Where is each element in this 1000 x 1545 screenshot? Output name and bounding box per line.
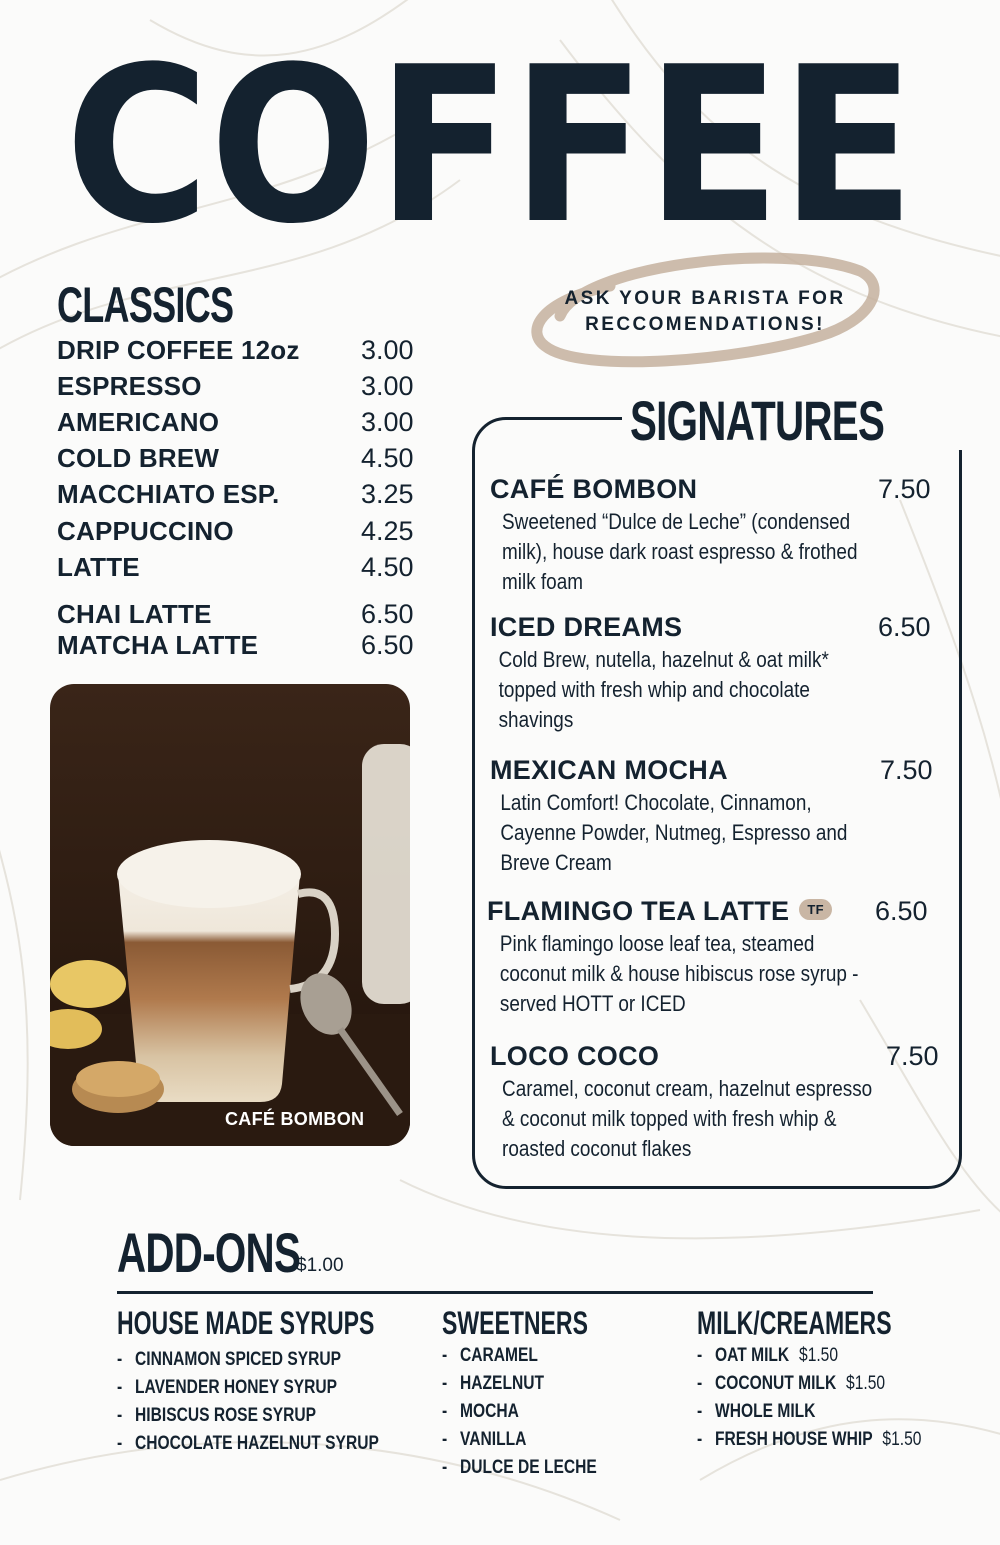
item-price: 3.00 — [361, 406, 414, 437]
list-item-label: MOCHA — [460, 1401, 519, 1422]
item-price: 4.50 — [361, 551, 414, 582]
syrups-column — [117, 1305, 474, 1458]
item-price: 7.50 — [878, 474, 931, 504]
signature-item — [490, 474, 940, 597]
item-name: MEXICAN MOCHA — [490, 755, 728, 785]
menu-item — [57, 549, 417, 585]
list-item-price: $1.50 — [799, 1345, 839, 1366]
milks-column — [697, 1305, 971, 1454]
list-item: - CHOCOLATE HAZELNUT SYRUP — [117, 1433, 379, 1454]
list-item-label: CARAMEL — [460, 1345, 538, 1366]
item-name: AMERICANO — [57, 406, 220, 437]
list-item: - LAVENDER HONEY SYRUP — [117, 1377, 338, 1398]
menu-item — [57, 368, 417, 404]
barista-line-1: ASK YOUR BARISTA FOR — [564, 288, 846, 309]
list-item: - OAT MILK $1.50 — [697, 1345, 839, 1366]
menu-item — [57, 332, 417, 368]
item-name: CAPPUCCINO — [57, 515, 234, 546]
list-item: - FRESH HOUSE WHIP $1.50 — [697, 1429, 922, 1450]
tea-free-badge: TF — [799, 899, 831, 920]
menu-item — [57, 404, 417, 440]
menu-title — [40, 30, 940, 240]
item-price: 6.50 — [361, 599, 414, 630]
list-item-label: LAVENDER HONEY SYRUP — [135, 1377, 338, 1398]
item-description: Caramel, coconut cream, hazelnut espresso & coconut milk topped with fresh whip & roasted coconut flakes — [502, 1076, 873, 1161]
item-price: 4.50 — [361, 443, 414, 474]
item-name: COLD BREW — [57, 443, 220, 474]
signature-item — [487, 896, 937, 1019]
item-price: 6.50 — [875, 896, 928, 926]
item-name: ESPRESSO — [57, 370, 202, 401]
item-description: Sweetened “Dulce de Leche” (condensed milk), house dark roast espresso & frothed milk foam — [502, 509, 858, 594]
item-name: MACCHIATO ESP. — [57, 479, 280, 510]
barista-note — [520, 246, 880, 376]
milks-heading: MILK/CREAMERS — [697, 1305, 892, 1341]
classics-list — [57, 332, 417, 661]
list-item-price: $1.50 — [846, 1373, 886, 1394]
item-price: 6.50 — [361, 630, 414, 661]
barista-text — [520, 286, 890, 338]
list-item-label: OAT MILK — [715, 1345, 790, 1366]
item-price: 7.50 — [886, 1041, 939, 1071]
list-item-label: CINNAMON SPICED SYRUP — [135, 1349, 342, 1370]
signature-item — [490, 612, 940, 735]
list-item: - COCONUT MILK $1.50 — [697, 1373, 886, 1394]
item-description: Cold Brew, nutella, hazelnut & oat milk* topped with fresh whip and chocolate shavings — [498, 647, 829, 732]
list-item-price: $1.50 — [882, 1429, 922, 1450]
signatures-heading: SIGNATURES — [630, 389, 885, 452]
list-item: - VANILLA — [442, 1429, 527, 1450]
list-item-label: COCONUT MILK — [715, 1373, 837, 1394]
list-item: - MOCHA — [442, 1401, 519, 1422]
list-item: - WHOLE MILK — [697, 1401, 816, 1422]
menu-item — [57, 477, 417, 513]
list-item-label: DULCE DE LECHE — [460, 1457, 597, 1478]
list-item-label: WHOLE MILK — [715, 1401, 816, 1422]
addons-divider — [117, 1291, 873, 1294]
svg-text:COFFEE: COFFEE — [65, 30, 915, 240]
list-item-label: CHOCOLATE HAZELNUT SYRUP — [135, 1433, 379, 1454]
list-item: - CARAMEL — [442, 1345, 538, 1366]
list-item: - CINNAMON SPICED SYRUP — [117, 1349, 342, 1370]
menu-item — [57, 630, 417, 661]
cafe-bombon-photo — [50, 684, 410, 1146]
item-price: 4.25 — [361, 515, 414, 546]
signatures-heading-wrap — [622, 389, 991, 452]
list-item-label: FRESH HOUSE WHIP — [715, 1429, 873, 1450]
item-name: LATTE — [57, 551, 140, 582]
list-item: - HAZELNUT — [442, 1373, 545, 1394]
item-name: ICED DREAMS — [490, 612, 683, 642]
item-name-row — [487, 896, 937, 927]
menu-item — [57, 441, 417, 477]
addons-heading: ADD-ONS — [117, 1221, 301, 1284]
item-name: CAFÉ BOMBON — [490, 474, 698, 504]
item-description: Pink flamingo loose leaf tea, steamed coconut milk & house hibiscus rose syrup - served HOTT or ICED — [499, 931, 859, 1016]
list-item: - DULCE DE LECHE — [442, 1457, 597, 1478]
item-name: DRIP COFFEE 12oz — [57, 334, 300, 365]
list-item-label: HAZELNUT — [460, 1373, 545, 1394]
item-name: LOCO COCO — [490, 1041, 660, 1071]
syrups-heading: HOUSE MADE SYRUPS — [117, 1305, 375, 1341]
signature-item — [490, 1041, 940, 1164]
sweeteners-column — [442, 1305, 645, 1482]
item-price: 3.25 — [361, 479, 414, 510]
item-price: 6.50 — [878, 612, 931, 642]
sweeteners-heading: SWEETNERS — [442, 1305, 588, 1341]
list-item-label: HIBISCUS ROSE SYRUP — [135, 1405, 316, 1426]
item-description: Latin Comfort! Chocolate, Cinnamon, Cayenne Powder, Nutmeg, Espresso and Breve Cream — [500, 790, 848, 875]
item-name: CHAI LATTE — [57, 599, 212, 630]
addons-price: $1.00 — [296, 1255, 344, 1276]
photo-caption: CAFÉ BOMBON — [225, 1109, 365, 1129]
item-price: 3.00 — [361, 334, 414, 365]
item-name: FLAMINGO TEA LATTE — [487, 896, 790, 926]
list-item: - HIBISCUS ROSE SYRUP — [117, 1405, 316, 1426]
menu-item — [57, 599, 417, 630]
signature-item — [490, 755, 940, 878]
list-item-label: VANILLA — [460, 1429, 527, 1450]
menu-item — [57, 513, 417, 549]
barista-line-2: RECCOMENDATIONS! — [585, 314, 825, 335]
classics-heading: CLASSICS — [57, 277, 234, 333]
item-price: 7.50 — [880, 755, 933, 785]
item-name: MATCHA LATTE — [57, 630, 259, 661]
item-price: 3.00 — [361, 370, 414, 401]
